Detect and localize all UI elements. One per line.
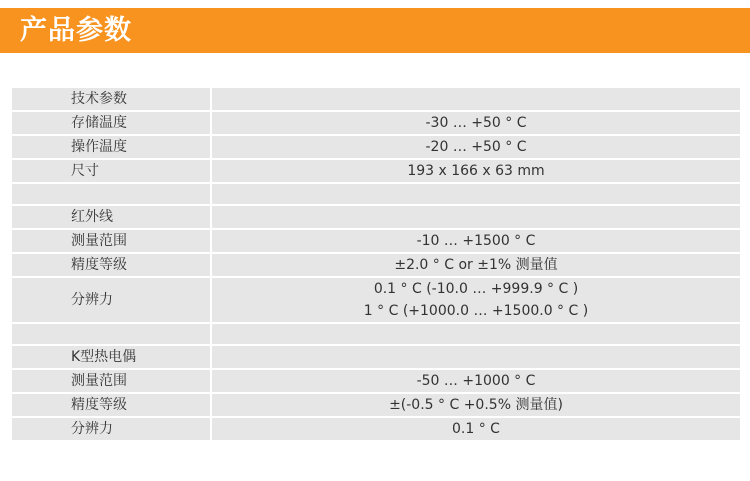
table-row: [12, 370, 740, 394]
row-value: [212, 418, 740, 442]
table-row: [12, 112, 740, 136]
row-value: [212, 160, 740, 184]
table-row: [12, 254, 740, 278]
row-value-line: ±2.0 ° C or ±1% 测量值: [394, 257, 558, 273]
row-value: [212, 112, 740, 136]
row-label: 测量范围: [12, 230, 212, 254]
table-row: [12, 136, 740, 160]
spec-table: [12, 88, 740, 442]
row-value: [212, 394, 740, 418]
table-row: [12, 88, 740, 112]
row-value-line: 193 x 166 x 63 mm: [407, 163, 545, 179]
table-row: [12, 278, 740, 324]
row-value: [212, 324, 740, 346]
table-row: [12, 230, 740, 254]
row-value: [212, 370, 740, 394]
row-label: 红外线: [12, 206, 212, 230]
table-row: [12, 418, 740, 442]
table-row: [12, 184, 740, 206]
row-label: 分辨力: [12, 278, 212, 324]
row-label: 技术参数: [12, 88, 212, 112]
row-value: [212, 230, 740, 254]
row-value-line: 0.1 ° C: [452, 421, 500, 437]
row-value: [212, 184, 740, 206]
row-label: [12, 324, 212, 346]
row-value: [212, 278, 740, 324]
row-label: 尺寸: [12, 160, 212, 184]
page-title: 产品参数: [20, 15, 132, 46]
row-value: [212, 346, 740, 370]
row-label: 测量范围: [12, 370, 212, 394]
row-value: [212, 136, 740, 160]
row-value-line: 0.1 ° C (-10.0 … +999.9 ° C ): [373, 281, 579, 297]
row-label: 精度等级: [12, 254, 212, 278]
row-label: 精度等级: [12, 394, 212, 418]
row-value-line: -50 … +1000 ° C: [416, 373, 536, 389]
row-label: [12, 184, 212, 206]
row-value-line: ±(-0.5 ° C +0.5% 测量值): [389, 397, 563, 413]
table-row: [12, 324, 740, 346]
row-value-line: -10 … +1500 ° C: [416, 233, 536, 249]
row-label: 分辨力: [12, 418, 212, 442]
table-row: [12, 160, 740, 184]
row-value-line: -20 … +50 ° C: [425, 139, 527, 155]
row-value-line: -30 … +50 ° C: [425, 115, 527, 131]
row-value: [212, 206, 740, 230]
row-label: K型热电偶: [12, 346, 212, 370]
header-bar: [0, 8, 750, 53]
table-row: [12, 206, 740, 230]
row-value: [212, 88, 740, 112]
table-row: [12, 394, 740, 418]
spec-table-body: [12, 88, 740, 442]
table-row: [12, 346, 740, 370]
row-value-line: 1 ° C (+1000.0 … +1500.0 ° C ): [363, 303, 589, 319]
row-label: 操作温度: [12, 136, 212, 160]
row-value: [212, 254, 740, 278]
row-label: 存储温度: [12, 112, 212, 136]
